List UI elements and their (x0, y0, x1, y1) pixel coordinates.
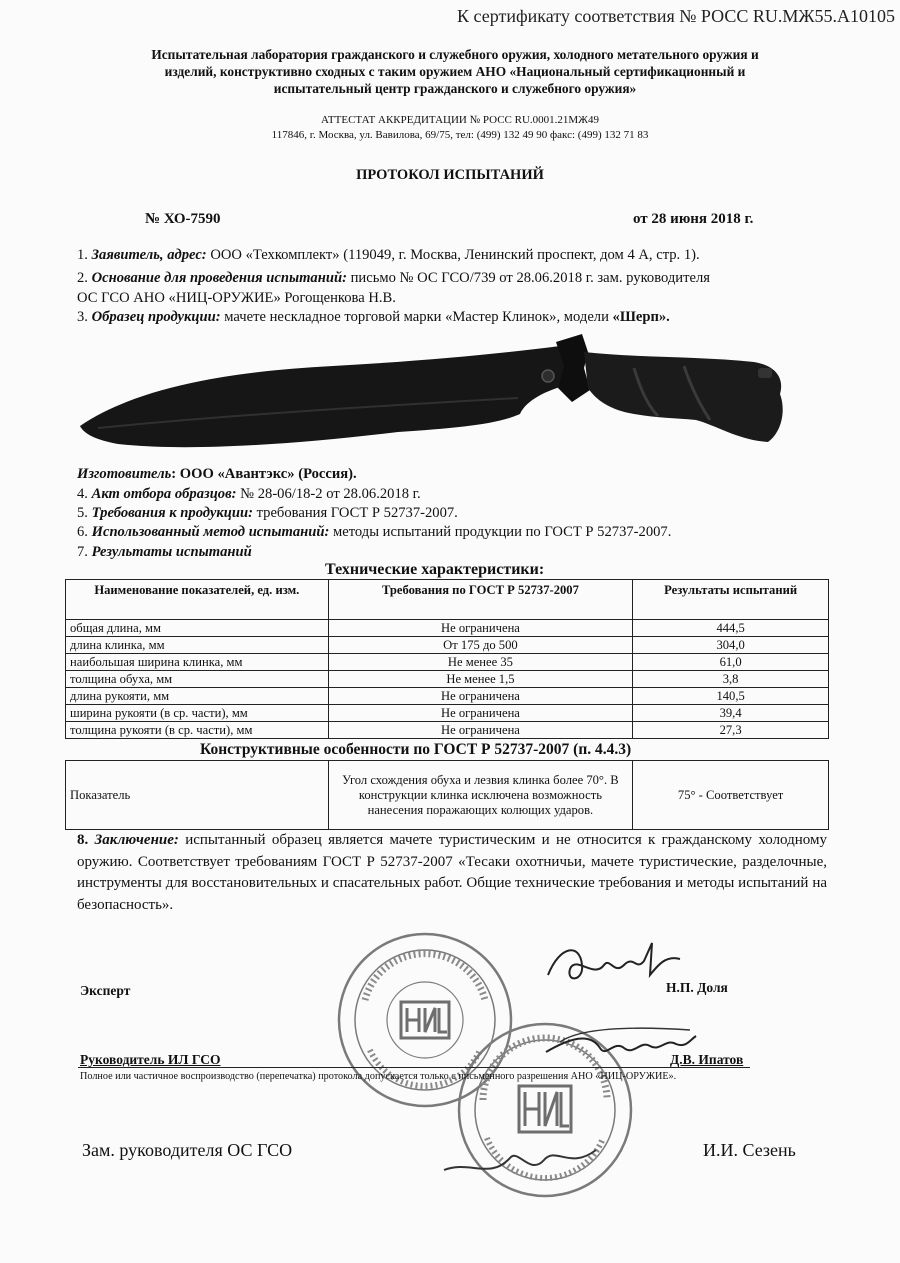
item-label: Использованный метод испытаний: (91, 524, 330, 540)
item-basis-continued: ОС ГСО АНО «НИЦ-ОРУЖИЕ» Рогощенкова Н.В. (77, 290, 396, 306)
head-name: Д.В. Ипатов (670, 1052, 744, 1067)
accreditation-block (200, 113, 720, 143)
expert-name: Н.П. Доля (666, 980, 728, 995)
table-row: длина рукояти, мм Не ограничена 140,5 (66, 688, 829, 705)
expert-label: Эксперт (80, 983, 131, 998)
machete-image (78, 328, 788, 460)
construction-title: Конструктивные особенности по ГОСТ Р 52737-2007 (п. 4.4.3) (200, 741, 632, 758)
round-seal-icon (455, 1020, 635, 1200)
item-sample: 3. Образец продукции: мачете нескладное торговой марки «Мастер Клинок», модели «Шерп». (77, 309, 670, 325)
item-manufacturer: Изготовитель: ООО «Авантэкс» (Россия). (77, 466, 357, 482)
item-basis: 2. Основание для проведения испытаний: письмо № ОС ГСО/739 от 28.06.2018 г. зам. руководителя (77, 270, 710, 286)
item-requirements: 5. Требования к продукции: требования ГОСТ Р 52737-2007. (77, 505, 458, 521)
lab-name-line-2: изделий, конструктивно сходных с таким оружием АНО «Национальный сертификационный и (164, 64, 746, 79)
item-label: Акт отбора образцов: (91, 486, 237, 502)
table-row: длина клинка, мм От 175 до 500 304,0 (66, 637, 829, 654)
table-row (66, 761, 829, 830)
table-header-row (66, 580, 829, 620)
head-label: Руководитель ИЛ ГСО (80, 1052, 221, 1067)
table-row: наибольшая ширина клинка, мм Не менее 35 61,0 (66, 654, 829, 671)
certificate-reference: К сертификату соответствия № РОСС RU.МЖ55.А10105 (456, 6, 895, 26)
item-sampling-act: 4. Акт отбора образцов: № 28-06/18-2 от 28.06.2018 г. (77, 486, 421, 502)
model-name: «Шерп». (612, 309, 670, 325)
column-header: Наименование показателей, ед. изм. (66, 580, 329, 620)
tech-table-title: Технические характеристики: (325, 561, 545, 578)
tech-table (65, 579, 829, 739)
lab-name (95, 46, 815, 97)
lab-name-line-3: испытательный центр гражданского и служебного оружия» (273, 81, 637, 96)
round-seal-icon (335, 930, 515, 1110)
table-row: толщина рукояти (в ср. части), мм Не ограничена 27,3 (66, 722, 829, 739)
indicator-cell: Показатель (66, 761, 329, 830)
conclusion-text: испытанный образец является мачете туристическим и не относится к гражданскому холодному оружию. Соответствует требованиям ГОСТ Р 52737-2007 «Тесаки охотничьи, мачете туристические, разделочные, инструменты для восстановительных и спасательных работ. Общие технические требования и методы испытаний на безопасность». (77, 832, 827, 913)
lab-address: 117846, г. Москва, ул. Вавилова, 69/75, тел: (499) 132 49 90 факс: (499) 132 71 83 (271, 129, 649, 141)
protocol-number: № ХО-7590 (145, 211, 221, 227)
column-header: Результаты испытаний (633, 580, 829, 620)
accreditation-number: АТТЕСТАТ АККРЕДИТАЦИИ № РОСС RU.0001.21МЖ49 (320, 114, 600, 126)
table-row: толщина обуха, мм Не менее 1,5 3,8 (66, 671, 829, 688)
construction-table (65, 760, 829, 830)
conclusion-label: Заключение: (94, 832, 179, 848)
table-row: общая длина, мм Не ограничена 444,5 (66, 620, 829, 637)
item-label: Результаты испытаний (91, 544, 252, 560)
deputy-label: Зам. руководителя ОС ГСО (82, 1140, 293, 1160)
reproduction-note: Полное или частичное воспроизводство (перепечатка) протокола допускается только с письменного разрешения АНО «НИЦ-ОРУЖИЕ». (80, 1071, 677, 1082)
protocol-date: от 28 июня 2018 г. (633, 211, 754, 227)
result-cell: 75° - Соответствует (633, 761, 829, 830)
column-header: Требования по ГОСТ Р 52737-2007 (328, 580, 633, 620)
item-label: Основание для проведения испытаний: (91, 270, 347, 286)
item-label: Требования к продукции: (91, 505, 253, 521)
item-applicant: 1. Заявитель, адрес: ООО «Техкомплект» (119049, г. Москва, Ленинский проспект, дом 4 А, стр. 1). (77, 247, 700, 263)
deputy-signature-icon (440, 1130, 600, 1190)
table-row: ширина рукояти (в ср. части), мм Не ограничена 39,4 (66, 705, 829, 722)
lab-name-line-1: Испытательная лаборатория гражданского и служебного оружия, холодного метательного оружия и (151, 47, 759, 62)
item-label: Образец продукции: (91, 309, 221, 325)
requirement-cell: Угол схождения обуха и лезвия клинка более 70°. В конструкции клинка исключена возможность нанесения поражающих колющих ударов. (328, 761, 633, 830)
item-results: 7. Результаты испытаний (77, 544, 252, 560)
conclusion: 8. Заключение: испытанный образец является мачете туристическим и не относится к гражданскому холодному оружию. Соответствует требованиям ГОСТ Р 52737-2007 «Тесаки охотничьи, мачете туристические, разделочные, инструменты для восстановительных и спасательных работ. Общие технические требования и методы испытаний на безопасность». (77, 832, 827, 913)
protocol-title: ПРОТОКОЛ ИСПЫТАНИЙ (356, 167, 544, 183)
deputy-name: И.И. Сезень (703, 1140, 796, 1160)
item-label: Заявитель, адрес: (91, 247, 207, 263)
item-test-method: 6. Использованный метод испытаний: методы испытаний продукции по ГОСТ Р 52737-2007. (77, 524, 672, 540)
signature-rule (78, 1067, 750, 1068)
item-label: Изготовитель (77, 466, 172, 482)
